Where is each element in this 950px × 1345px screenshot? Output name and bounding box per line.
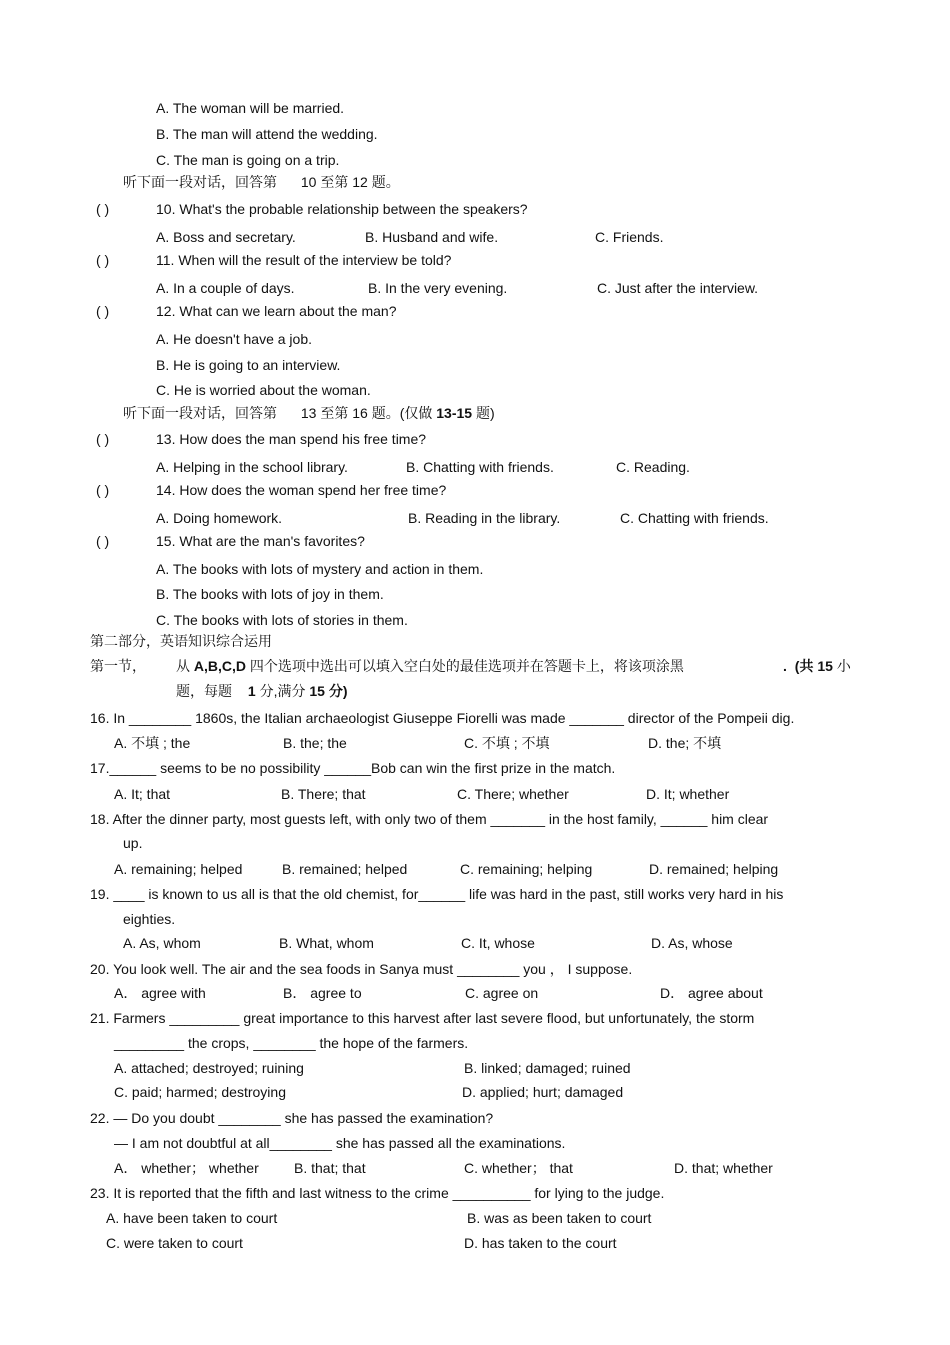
instruction-prefix: 听下面一段对话，回答第 xyxy=(123,174,277,190)
q10-text: 10. What's the probable relationship between the speakers? xyxy=(156,201,528,217)
q15-answer-paren: ( ) xyxy=(96,533,110,549)
instruction-prefix: 听下面一段对话，回答第 xyxy=(123,405,277,421)
q21-option-b: B. linked; damaged; ruined xyxy=(464,1060,631,1076)
q11-text: 11. When will the result of the interview be told? xyxy=(156,252,452,268)
q13-answer-paren: ( ) xyxy=(96,431,110,447)
section1-full-score: 分,满分 xyxy=(259,683,306,699)
section1-per-question: 题，每题 xyxy=(176,683,232,699)
q13-option-a: A. Helping in the school library. xyxy=(156,459,348,475)
q23-option-c: C. were taken to court xyxy=(106,1235,243,1251)
instruction-10-12 xyxy=(123,173,400,191)
q20-option-c: C. agree on xyxy=(465,985,539,1001)
q22-option-b: B. that; that xyxy=(294,1160,366,1176)
q18-text-cont: up. xyxy=(123,835,143,851)
section1-from: 从 xyxy=(176,658,190,674)
q10-option-a: A. Boss and secretary. xyxy=(156,229,296,245)
q21-option-a: A. attached; destroyed; ruining xyxy=(114,1060,304,1076)
q13-option-c: C. Reading. xyxy=(616,459,690,475)
q22-option-c: C. whether； that xyxy=(464,1160,573,1176)
section1-instruction-line2 xyxy=(176,682,348,700)
instruction-13-16 xyxy=(123,404,495,422)
q11-option-a: A. In a couple of days. xyxy=(156,280,295,296)
q19-option-d: D. As, whose xyxy=(651,935,733,951)
q10-option-b: B. Husband and wife. xyxy=(365,229,499,245)
q17-option-d: D. It; whether xyxy=(646,786,730,802)
q10-answer-paren: ( ) xyxy=(96,201,110,217)
section1-small: 小 xyxy=(836,658,851,674)
q15-option-a: A. The books with lots of mystery and action in them. xyxy=(156,561,484,577)
q20-option-a: A． agree with xyxy=(114,985,206,1001)
q22-option-d: D. that; whether xyxy=(674,1160,773,1176)
q19-text: 19. ____ is known to us all is that the old chemist, for______ life was hard in the past, still works very hard in his xyxy=(90,886,784,902)
q11-option-b: B. In the very evening. xyxy=(368,280,508,296)
q15-option-c: C. The books with lots of stories in them. xyxy=(156,612,408,628)
q19-option-b: B. What, whom xyxy=(279,935,374,951)
q10-option-c: C. Friends. xyxy=(595,229,664,245)
section1-dot: . xyxy=(783,658,787,674)
section1-instruction-line1 xyxy=(176,657,684,675)
q21-text-cont: _________ the crops, ________ the hope of the farmers. xyxy=(114,1035,469,1051)
part2-heading: 第二部分，英语知识综合运用 xyxy=(90,633,272,649)
section1-count: 15 xyxy=(817,658,833,674)
q15-option-b: B. The books with lots of joy in them. xyxy=(156,586,384,602)
q12-text: 12. What can we learn about the man? xyxy=(156,303,397,319)
q21-text: 21. Farmers _________ great importance to this harvest after last severe flood, but unfortunately, the storm xyxy=(90,1010,755,1026)
q23-option-a: A. have been taken to court xyxy=(106,1210,278,1226)
q21-option-d: D. applied; hurt; damaged xyxy=(462,1084,624,1100)
q14-option-b: B. Reading in the library. xyxy=(408,510,561,526)
section1-total: 15 xyxy=(309,683,325,699)
q23-option-d: D. has taken to the court xyxy=(464,1235,617,1251)
section1-points: 1 xyxy=(247,683,256,699)
q18-option-a: A. remaining; helped xyxy=(114,861,243,877)
q9-option-b: B. The man will attend the wedding. xyxy=(156,126,378,142)
instruction-bold-range: 13-15 xyxy=(436,405,473,421)
q19-text-cont: eighties. xyxy=(123,911,176,927)
section1-score-note xyxy=(783,657,851,675)
q18-option-d: D. remained; helping xyxy=(649,861,779,877)
section1-letters: A,B,C,D xyxy=(193,658,247,674)
q9-option-a: A. The woman will be married. xyxy=(156,100,345,116)
q18-text: 18. After the dinner party, most guests left, with only two of them _______ in the host family, ______ him clear xyxy=(90,811,769,827)
q15-text: 15. What are the man's favorites? xyxy=(156,533,365,549)
q16-option-b: B. the; the xyxy=(283,735,347,751)
q17-text: 17.______ seems to be no possibility ______Bob can win the first prize in the match. xyxy=(90,760,616,776)
section1-unit: 分) xyxy=(328,683,348,699)
q19-option-a: A. As, whom xyxy=(123,935,201,951)
q14-text: 14. How does the woman spend her free time? xyxy=(156,482,447,498)
q16-text: 16. In ________ 1860s, the Italian archaeologist Giuseppe Fiorelli was made _______ director of the Pompeii dig. xyxy=(90,710,795,726)
q17-option-b: B. There; that xyxy=(281,786,366,802)
section1-label: 第一节， xyxy=(90,658,146,674)
q14-option-a: A. Doing homework. xyxy=(156,510,283,526)
q11-answer-paren: ( ) xyxy=(96,252,110,268)
q20-text: 20. You look well. The air and the sea foods in Sanya must ________ you ， I suppose. xyxy=(90,961,633,977)
q18-option-b: B. remained; helped xyxy=(282,861,408,877)
q13-text: 13. How does the man spend his free time? xyxy=(156,431,427,447)
q11-option-c: C. Just after the interview. xyxy=(597,280,759,296)
q16-option-c: C. 不填 ; 不填 xyxy=(464,735,550,751)
section1-instruction: 四个选项中选出可以填入空白处的最佳选项并在答题卡上，将该项涂黑 xyxy=(249,658,684,674)
q14-option-c: C. Chatting with friends. xyxy=(620,510,769,526)
q22-option-a: A． whether； whether xyxy=(114,1160,259,1176)
q12-option-a: A. He doesn't have a job. xyxy=(156,331,312,347)
q18-option-c: C. remaining; helping xyxy=(460,861,593,877)
q22-text: 22. — Do you doubt ________ she has passed the examination? xyxy=(90,1110,494,1126)
q21-option-c: C. paid; harmed; destroying xyxy=(114,1084,286,1100)
q13-option-b: B. Chatting with friends. xyxy=(406,459,554,475)
q9-option-c: C. The man is going on a trip. xyxy=(156,152,340,168)
q20-option-b: B． agree to xyxy=(283,985,362,1001)
q19-option-c: C. It, whose xyxy=(461,935,535,951)
q22-reply: — I am not doubtful at all________ she has passed all the examinations. xyxy=(114,1135,566,1151)
q16-option-a: A. 不填 ; the xyxy=(114,735,191,751)
q20-option-d: D． agree about xyxy=(660,985,763,1001)
q12-option-c: C. He is worried about the woman. xyxy=(156,382,371,398)
instruction-range: 13 至第 16 题。(仅做 xyxy=(300,405,433,421)
instruction-range: 10 至第 12 题。 xyxy=(300,174,400,190)
q23-option-b: B. was as been taken to court xyxy=(467,1210,652,1226)
q23-text: 23. It is reported that the fifth and last witness to the crime __________ for lying to the judge. xyxy=(90,1185,665,1201)
q12-option-b: B. He is going to an interview. xyxy=(156,357,341,373)
q12-answer-paren: ( ) xyxy=(96,303,110,319)
q16-option-d: D. the; 不填 xyxy=(648,735,722,751)
q17-option-c: C. There; whether xyxy=(457,786,569,802)
section1-paren-open: (共 xyxy=(794,658,814,674)
instruction-suffix: 题) xyxy=(475,405,495,421)
q14-answer-paren: ( ) xyxy=(96,482,110,498)
q17-option-a: A. It; that xyxy=(114,786,171,802)
